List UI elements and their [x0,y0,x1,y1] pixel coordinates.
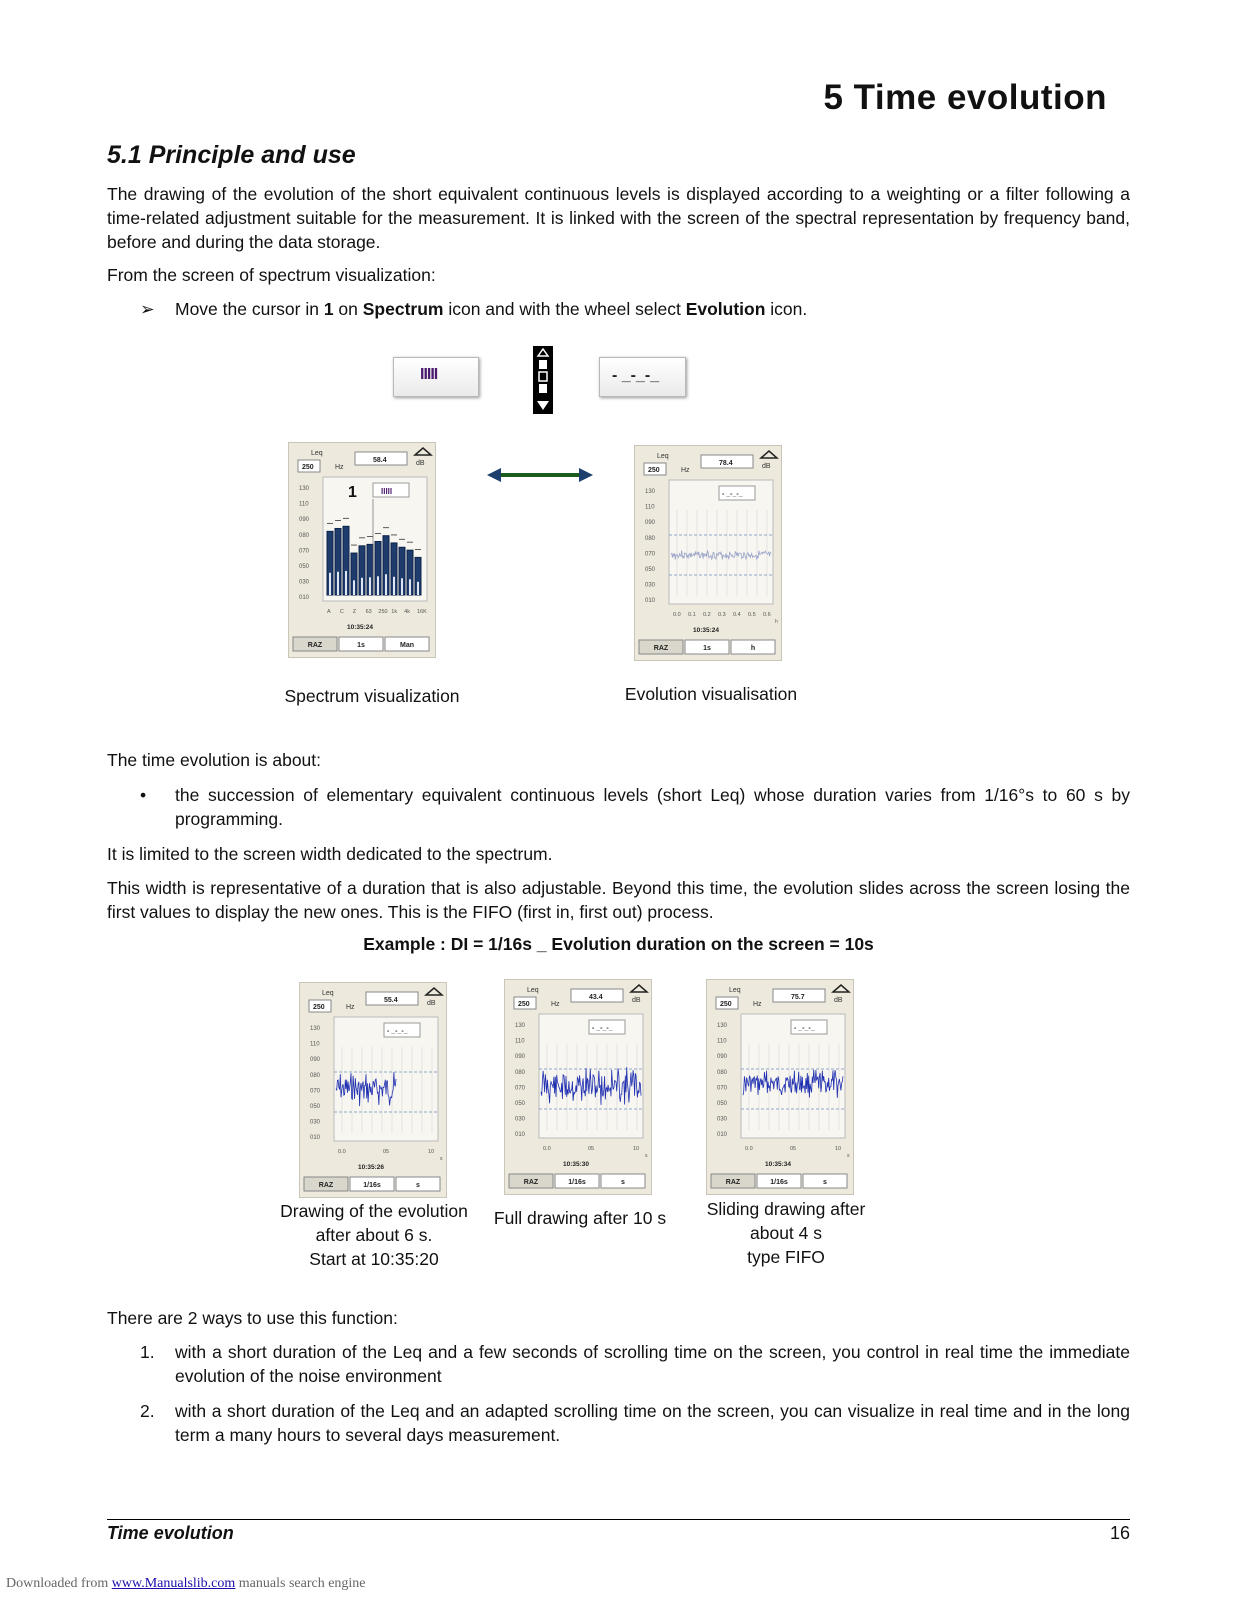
x-unit-label: s [847,1153,850,1159]
x-tick-label: 05 [383,1149,390,1155]
raz-button: RAZ [725,1179,741,1186]
instruction-bold-spectrum: Spectrum [362,299,444,319]
y-tick-label: 030 [717,1116,728,1123]
x-tick-label: 0.0 [673,612,681,618]
instruction-item [140,297,1130,321]
section-title: 5.1 Principle and use [107,141,356,169]
download-suffix: manuals search engine [235,1576,366,1591]
x-tick-label: 0.5 [748,612,756,618]
level-value: 58.4 [373,457,387,464]
x-unit-label: s [440,1156,443,1162]
spectrum-icon-button [393,357,479,397]
example-title: Example : DI = 1/16s _ Evolution duration on the screen = 10s [363,934,874,954]
footer-title: Time evolution [107,1523,234,1543]
instruction-text-2: on [333,299,363,319]
page-number: 16 [1109,1523,1130,1543]
x-tick-label: 1k [391,609,398,615]
interval-button: 1/16s [770,1179,788,1186]
y-tick-label: 080 [717,1069,728,1076]
y-tick-label: 090 [717,1054,728,1061]
band-value: 250 [302,464,314,471]
leq-label: Leq [322,990,334,997]
y-tick-label: 070 [299,548,310,555]
download-note [6,1576,366,1592]
spectrum-mode-icon: IIIII [381,487,393,496]
way-item-1 [140,1340,1130,1388]
x-tick-label: 05 [588,1146,595,1152]
caption-example-1 [262,1199,486,1271]
raz-button: RAZ [318,1182,334,1189]
hz-label: Hz [346,1004,355,1011]
chapter-title: 5 Time evolution [823,78,1107,117]
way-text-1: with a short duration of the Leq and a few seconds of scrolling time on the screen, you control in real time the immediate evolution of the noise environment [175,1342,1130,1386]
y-tick-label: 010 [717,1132,728,1139]
caption-example-3 [676,1197,896,1269]
y-tick-label: 090 [515,1054,526,1061]
y-tick-label: 070 [515,1085,526,1092]
x-tick-label: 250 [378,609,388,615]
mode-button: s [823,1179,827,1186]
y-tick-label: 070 [310,1088,321,1095]
y-tick-label: 010 [299,595,310,602]
mode-button: Man [400,642,414,649]
instruction-bold-evolution: Evolution [685,299,766,319]
y-tick-label: 010 [310,1135,321,1142]
x-tick-label: 0.4 [733,612,741,618]
caption-spectrum: Spectrum visualization [284,686,460,706]
x-tick-label: 63 [365,609,372,615]
up-arrow-icon [415,448,431,455]
caption-example-1-line-2: after about 6 s. [315,1225,433,1245]
x-tick-label: A [327,609,331,615]
leq-label: Leq [657,453,669,460]
spectrum-bar-highlight [401,578,403,595]
time-label: 10:35:24 [347,624,374,631]
way-number-1: 1. [140,1342,155,1362]
y-tick-label: 090 [299,517,310,524]
evolution-mode-icon: - _-_-_ [722,491,743,498]
y-tick-label: 110 [515,1038,525,1045]
limited-text: It is limited to the screen width dedicated to the spectrum. [107,844,553,864]
x-tick-label: 05 [790,1146,797,1152]
caption-example-3-line-3: type FIFO [747,1247,825,1267]
spectrum-bar-highlight [417,582,419,595]
instruction-bold-1: 1 [323,299,334,319]
x-unit-label: h [775,619,778,625]
raz-button: RAZ [307,642,323,649]
x-tick-label: 0.2 [703,612,711,618]
x-tick-label: 16K [417,609,427,615]
spectrum-bar-highlight [353,580,355,595]
time-evolution-about: The time evolution is about: [107,750,322,770]
y-tick-label: 030 [645,582,656,589]
x-tick-label: 10 [835,1146,842,1152]
double-arrow-icon [485,466,595,484]
caption-example-2: Full drawing after 10 s [493,1208,667,1228]
spectrum-bar-highlight [361,578,363,595]
evolution-mode-icon: - _-_-_ [592,1025,613,1032]
y-tick-label: 080 [299,532,310,539]
manualslib-link[interactable]: www.Manualslib.com [111,1576,236,1591]
spectrum-bar-highlight [369,577,371,595]
up-arrow-icon [761,451,777,458]
y-tick-label: 010 [515,1132,526,1139]
y-tick-label: 070 [645,551,656,558]
interval-button: 1s [357,642,365,649]
time-label: 10:35:26 [358,1164,385,1171]
y-tick-label: 030 [515,1116,526,1123]
raz-button: RAZ [653,645,669,652]
download-prefix: Downloaded from [6,1576,112,1591]
x-tick-label: 0.6 [763,612,771,618]
wheel-selector-icon [533,346,553,414]
y-tick-label: 130 [717,1023,728,1029]
y-tick-label: 130 [299,486,310,492]
y-tick-label: 130 [515,1023,526,1029]
y-tick-label: 130 [645,489,656,495]
spectrum-icon: IIIII [420,366,438,383]
instruction-text-1: Move the cursor in [175,299,324,319]
leq-label: Leq [311,450,323,457]
mode-button: s [621,1179,625,1186]
up-arrow-icon [833,985,849,992]
y-tick-label: 080 [645,535,656,542]
example-screen-1 [299,982,447,1198]
caption-example-1-line-1: Drawing of the evolution [280,1201,468,1221]
instruction-text-4: icon. [765,299,808,319]
spectrum-bar-highlight [329,573,331,595]
x-tick-label: 10 [428,1149,435,1155]
hz-label: Hz [335,464,344,471]
way-number-2: 2. [140,1401,155,1421]
up-arrow-icon [631,985,647,992]
mode-button: h [750,645,756,652]
way-item-2 [140,1399,1130,1447]
band-value: 250 [518,1001,530,1008]
leq-label: Leq [527,987,539,994]
y-tick-label: 050 [299,564,310,570]
y-tick-label: 050 [310,1104,321,1110]
band-value: 250 [720,1001,732,1008]
x-tick-label: 10 [633,1146,640,1152]
y-tick-label: 050 [717,1101,728,1107]
spectrum-bar-highlight [385,574,387,595]
level-value: 78.4 [719,460,733,467]
x-tick-label: 0.3 [718,612,726,618]
level-value: 55.4 [384,997,398,1004]
mode-button: s [416,1182,420,1189]
evolution-mode-icon: - _-_-_ [387,1028,408,1035]
time-label: 10:35:30 [563,1161,590,1168]
instruction-text-3: icon and with the wheel select [443,299,686,319]
db-label: dB [416,460,425,467]
evolution-screen [634,445,782,661]
width-text: This width is representative of a duration that is also adjustable. Beyond this time, the evolution slides across the screen losing the first values to display the new ones. This is the FIFO (first in, first out) process. [107,878,1130,922]
interval-button: 1/16s [568,1179,586,1186]
spectrum-bar-highlight [377,576,379,595]
y-tick-label: 110 [310,1041,320,1048]
x-tick-label: 0.1 [688,612,696,618]
up-arrow-icon [426,988,442,995]
x-unit-label: s [645,1153,648,1159]
caption-evolution: Evolution visualisation [624,684,798,704]
y-tick-label: 090 [310,1057,321,1064]
evolution-mode-icon: - _-_-_ [794,1025,815,1032]
y-tick-label: 080 [310,1072,321,1079]
evolution-icon: - _-_-_ [612,367,660,384]
band-value: 250 [313,1004,325,1011]
y-tick-label: 030 [299,579,310,586]
intro-paragraph: The drawing of the evolution of the short equivalent continuous levels is displayed according to a weighting or a filter following a time-related adjustment suitable for the measurement. It is linked with the screen of the spectral representation by frequency band, before and during the data storage. [107,184,1130,252]
db-label: dB [427,1000,436,1007]
time-label: 10:35:34 [765,1161,792,1168]
x-tick-label: 0.0 [543,1146,551,1152]
hz-label: Hz [681,467,690,474]
arrow-bullet-icon: ➢ [140,299,155,319]
y-tick-label: 090 [645,520,656,527]
leq-label: Leq [729,987,741,994]
hz-label: Hz [753,1001,762,1008]
x-tick-label: 0.0 [338,1149,346,1155]
bullet-dot: • [140,785,147,805]
evolution-icon-button [599,357,686,397]
y-tick-label: 110 [645,504,655,511]
x-tick-label: Z [352,609,357,615]
level-value: 43.4 [589,994,603,1001]
caption-example-3-line-1: Sliding drawing after [706,1199,866,1219]
y-tick-label: 080 [515,1069,526,1076]
example-screen-3 [706,979,854,1195]
interval-button: 1/16s [363,1182,381,1189]
band-value: 250 [648,467,660,474]
caption-example-3-line-2: about 4 s [750,1223,822,1243]
interval-button: 1s [703,645,711,652]
level-value: 75.7 [791,994,805,1001]
y-tick-label: 110 [717,1038,727,1045]
y-tick-label: 010 [645,598,656,605]
db-label: dB [762,463,771,470]
spectrum-bar-highlight [393,577,395,595]
succession-item [140,783,1130,831]
spectrum-bar-highlight [337,572,339,595]
way-text-2: with a short duration of the Leq and an adapted scrolling time on the screen, you can visualize in real time and in the long term a many hours to several days measurement. [175,1401,1130,1445]
hz-label: Hz [551,1001,560,1008]
y-tick-label: 050 [515,1101,526,1107]
two-ways-text: There are 2 ways to use this function: [107,1308,398,1328]
x-tick-label: 0.0 [745,1146,753,1152]
y-tick-label: 110 [299,501,309,508]
y-tick-label: 030 [310,1119,321,1126]
raz-button: RAZ [523,1179,539,1186]
spectrum-bar-highlight [409,579,411,595]
spectrum-screen [288,442,436,658]
y-tick-label: 070 [717,1085,728,1092]
db-label: dB [834,997,843,1004]
cursor-marker: 1 [348,484,357,501]
y-tick-label: 050 [645,567,656,573]
db-label: dB [632,997,641,1004]
caption-example-1-line-3: Start at 10:35:20 [309,1249,439,1269]
y-tick-label: 130 [310,1026,321,1032]
succession-text: the succession of elementary equivalent continuous levels (short Leq) whose duration varies from 1/16°s to 60 s by programming. [175,785,1130,829]
example-screen-2 [504,979,652,1195]
x-tick-label: C [339,609,344,615]
footer-rule [107,1519,1130,1520]
time-label: 10:35:24 [693,627,720,634]
x-tick-label: 4k [404,609,410,615]
spectrum-bar-highlight [345,571,347,595]
from-screen-text: From the screen of spectrum visualization: [107,265,436,285]
